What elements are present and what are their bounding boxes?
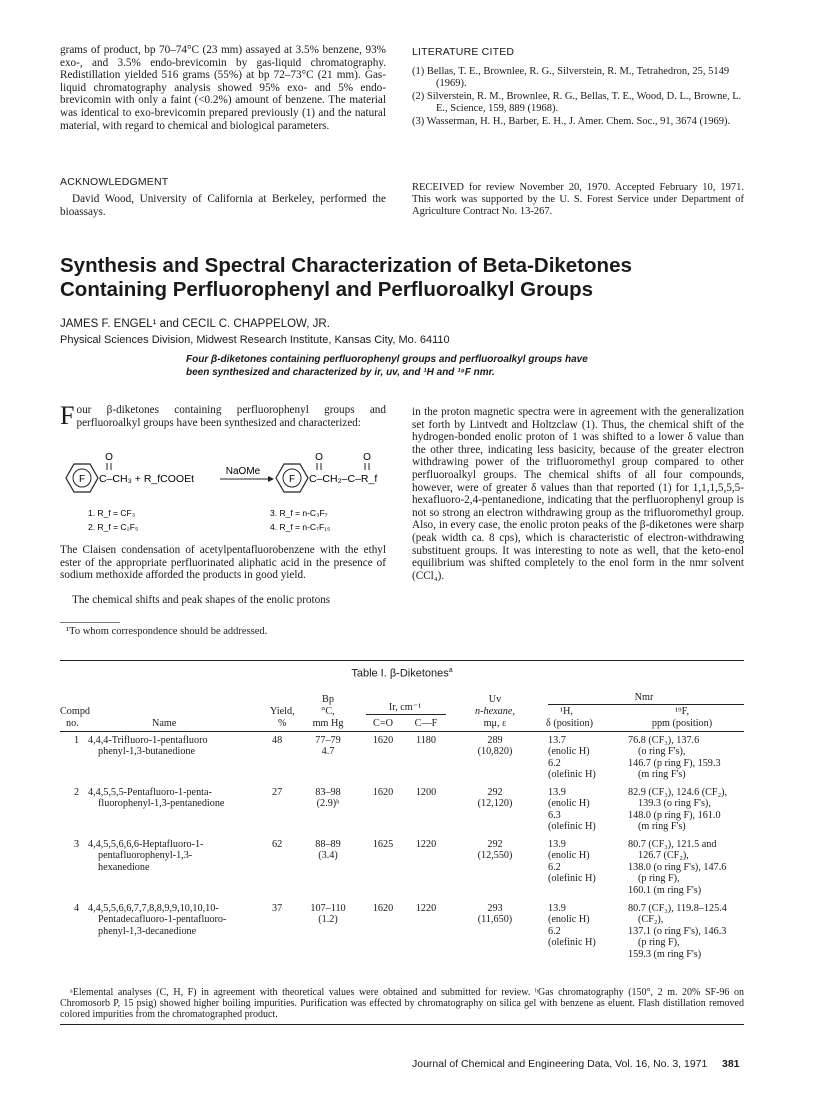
footnote-rule xyxy=(60,622,120,625)
reagent-label: NaOMe xyxy=(225,466,261,477)
carbonyl-o-label: O xyxy=(363,452,371,463)
compound-3-rf: 3. R_f = n-C₃F₇ xyxy=(270,508,328,518)
row-bp: 88–89 xyxy=(315,839,341,850)
row-f-line: 138.0 (o ring F's), 147.6 xyxy=(628,861,727,873)
product-formula: C–CH₂–C–R_f xyxy=(309,473,378,485)
row-ir-cf: 1220 xyxy=(415,839,437,850)
row-f-line: 139.3 (o ring F's), xyxy=(638,798,711,810)
row-h-shift: 13.7 xyxy=(548,735,566,746)
row-h-shift: 13.9 xyxy=(548,839,566,850)
row-name-line: 4,4,5,5,5-Pentafluoro-1-penta- xyxy=(88,787,212,798)
row-h-position: (enolic H) xyxy=(548,798,590,810)
header-no: no. xyxy=(66,718,79,729)
header-ir-rule xyxy=(366,714,446,715)
ring-label: F xyxy=(288,474,296,485)
row-yield: 37 xyxy=(272,903,283,914)
row-f-line: 80.7 (CF₃), 119.8–125.4 xyxy=(628,903,727,914)
row-f-line: 160.1 (m ring F's) xyxy=(628,884,702,896)
compound-1-rf: 1. R_f = CF₃ xyxy=(88,508,136,518)
row-name-line: pentafluorophenyl-1,3- xyxy=(98,850,193,862)
received-note: RECEIVED for review November 20, 1970. Accepted February 10, 1971. This work was supported by the U. S. Forest Service under Department of Agriculture Contract No. 13-267. xyxy=(412,182,744,217)
header-ir-co: C=O xyxy=(373,718,393,729)
row-f-line: 159.3 (m ring F's) xyxy=(628,948,702,960)
header-yield-unit: % xyxy=(278,718,287,729)
row-ir-co: 1620 xyxy=(372,903,394,914)
header-19f: ¹⁹F, xyxy=(674,706,689,717)
arrow-head-icon xyxy=(268,476,274,482)
row-h-shift: 6.3 xyxy=(548,809,561,821)
table-header-rule xyxy=(60,731,744,732)
row-h-position: (olefinic H) xyxy=(548,821,596,833)
row-f-line: (m ring F's) xyxy=(638,821,686,833)
row-name-line: 4,4,4-Trifluoro-1-pentafluoro xyxy=(88,735,208,746)
enolic-paragraph: The chemical shifts and peak shapes of the enolic protons xyxy=(72,594,331,606)
row-yield: 27 xyxy=(272,787,283,798)
table-caption-sup: a xyxy=(448,667,453,674)
row-f-line: (m ring F's) xyxy=(638,769,686,781)
acknowledgment-heading: ACKNOWLEDGMENT xyxy=(60,176,169,188)
row-h-shift: 13.9 xyxy=(548,903,566,914)
row-bp: 83–98 xyxy=(315,787,341,798)
literature-heading: LITERATURE CITED xyxy=(412,46,515,58)
carryover-paragraph: grams of product, bp 70–74°C (23 mm) assayed at 3.5% benzene, 93% exo-, and 3.5% endo-brevicomin by gas-liquid chromatography. Redistillation yielded 516 grams (55%) at bp 72–73°C (21 mm). Gas-liquid chromatography analysis showed 95% exo- and 5% endo-brevicomin with only a faint (<0.2%) amount of benzene. The material was identical to exo-brevicomin prepared previously (1) and the natural material, with regard to chemical and biological parameters. xyxy=(60,44,386,132)
carbonyl-o-label: O xyxy=(105,452,113,463)
abstract-line-1: Four β-diketones containing perfluorophenyl groups and perfluoroalkyl groups have xyxy=(186,354,588,365)
header-name: Name xyxy=(152,718,177,729)
carbonyl-o-label: O xyxy=(315,452,323,463)
affiliation: Physical Sciences Division, Midwest Research Institute, Kansas City, Mo. 64110 xyxy=(60,334,450,346)
row-uv: 292 xyxy=(487,839,503,850)
journal-citation: Journal of Chemical and Engineering Data, Vol. 16, No. 3, 1971 xyxy=(412,1058,708,1070)
row-h-position: (olefinic H) xyxy=(548,873,596,885)
reference-list xyxy=(412,66,744,130)
row-ir-co: 1620 xyxy=(372,787,394,798)
reaction-scheme xyxy=(60,452,390,538)
article-title-line-1: Synthesis and Spectral Characterization of Beta-Diketones xyxy=(60,254,632,277)
row-compd-no: 3 xyxy=(74,839,80,850)
header-uv: Uv xyxy=(488,694,502,705)
reference-item: (1) Bellas, T. E., Brownlee, R. G., Silverstein, R. M., Tetrahedron, 25, 5149 (1969). xyxy=(412,66,730,89)
row-f-line: (p ring F), xyxy=(638,873,680,885)
header-1h-position: δ (position) xyxy=(546,718,593,729)
row-yield: 62 xyxy=(272,839,283,850)
row-ir-cf: 1220 xyxy=(415,903,437,914)
reactant-formula: C–CH₃ + R_fCOOEt xyxy=(99,473,195,485)
article-title-line-2: Containing Perfluorophenyl and Perfluoroalkyl Groups xyxy=(60,278,594,301)
reference-item: (2) Silverstein, R. M., Brownlee, R. G., Bellas, T. E., Wood, D. L., Browne, L. E., Science, 159, 889 (1968). xyxy=(412,91,742,114)
results-paragraph: in the proton magnetic spectra were in agreement with the generalization set forth by Lintvedt and Holtzclaw (1). Thus, the chemical shift of the hydrogen-bonded enolic proton of 1 was shifted to a lower δ value than the other three, indicating less basicity, because of the greater electron withdrawing power of the trifluoromethyl group compared to other perfluoroalkyl groups. The chemical shifts of all four compounds, however, were of greater δ values than that reported (1) for 1,1,1,5,5,5-hexafluoro-2,4-pentanedione, indicating that the perfluorophenyl group is not so strong an electron withdrawing group as the trifluoromethyl group. Also, in every case, the enolic proton peaks of the β-diketones were sharp (peak width ca. 8 cps), which is characteristic of electron-withdrawing substituent groups. It was interesting to note as well, that the keto-enol equilibrium was shifted completely to the enol form in the nmr solvent (CCl₄). xyxy=(412,406,744,582)
compound-2-rf: 2. R_f = C₂F₅ xyxy=(88,522,139,532)
header-19f-position: ppm (position) xyxy=(651,718,713,729)
row-h-position: (olefinic H) xyxy=(548,769,596,781)
table-header xyxy=(60,684,744,732)
row-ir-cf: 1180 xyxy=(416,735,436,746)
header-uv-units: mμ, ε xyxy=(483,718,507,729)
intro-paragraph xyxy=(60,401,386,430)
row-h-position: (enolic H) xyxy=(548,914,590,926)
row-uv: 293 xyxy=(487,903,503,914)
table-caption xyxy=(60,667,744,680)
row-uv-epsilon: (10,820) xyxy=(477,746,513,758)
header-bp-unit: °C, xyxy=(321,706,335,717)
row-f-line: 76.8 (CF₃), 137.6 xyxy=(628,735,700,746)
row-h-shift: 6.2 xyxy=(548,925,561,937)
row-uv-epsilon: (12,550) xyxy=(477,850,513,862)
row-bp-pressure: (1.2) xyxy=(318,914,338,926)
row-h-shift: 6.2 xyxy=(548,861,561,873)
ring-label: F xyxy=(78,474,86,485)
header-bp-pressure: mm Hg xyxy=(312,718,344,729)
row-f-line: 148.0 (p ring F), 161.0 xyxy=(628,809,721,821)
row-h-shift: 6.2 xyxy=(548,757,561,769)
row-h-position: (olefinic H) xyxy=(548,937,596,949)
row-name-line: hexanedione xyxy=(98,861,150,873)
row-ir-cf: 1200 xyxy=(415,787,437,798)
header-compd: Compd xyxy=(60,706,91,717)
row-name-line: 4,4,5,5,6,6,6-Heptafluoro-1- xyxy=(88,839,204,850)
row-uv-epsilon: (11,650) xyxy=(477,914,513,926)
header-bp: Bp xyxy=(322,694,334,705)
table-top-rule xyxy=(60,660,744,661)
row-name-line: 4,4,5,5,6,6,7,7,8,8,9,9,10,10,10- xyxy=(88,903,219,914)
acknowledgment-text: David Wood, University of California at Berkeley, performed the bioassays. xyxy=(60,193,386,218)
row-bp: 77–79 xyxy=(315,735,341,746)
row-name-line: fluorophenyl-1,3-pentanedione xyxy=(98,798,225,810)
abstract xyxy=(186,353,706,379)
row-ir-co: 1620 xyxy=(372,735,394,746)
row-compd-no: 1 xyxy=(74,735,80,746)
row-f-line: 146.7 (p ring F), 159.3 xyxy=(628,757,721,769)
row-f-line: 80.7 (CF₃), 121.5 and xyxy=(628,839,717,850)
abstract-line-2: been synthesized and characterized by ir, uv, and ¹H and ¹⁹F nmr. xyxy=(186,367,495,378)
row-bp-pressure: (3.4) xyxy=(318,850,338,862)
page-number: 381 xyxy=(722,1058,740,1070)
table-footnote: ᵃElemental analyses (C, H, F) in agreement with theoretical values were obtained and submitted for review. ᵇGas chromatography (150°, 2 m. 20% SF-96 on Chromosorb P, 15 psig) showed higher boiling impurities. Purification was effected by chromatography on silica gel with benzene as eluent. Flash distillation removed colored impurities from the chromatographed product. xyxy=(60,987,744,1021)
reference-item: (3) Wasserman, H. H., Barber, E. H., J. Amer. Chem. Soc., 91, 3674 (1969). xyxy=(412,116,731,128)
claisen-paragraph: The Claisen condensation of acetylpentafluorobenzene with the ethyl ester of the appropriate perfluorinated aliphatic acid in the presence of sodium methoxide afforded the products in good yield. xyxy=(60,544,386,582)
header-1h: ¹H, xyxy=(560,706,573,717)
correspondence-footnote: ¹To whom correspondence should be addressed. xyxy=(66,626,268,637)
header-ir-cf: C—F xyxy=(414,718,438,729)
row-name-line: phenyl-1,3-decanedione xyxy=(98,925,197,937)
table-bottom-rule xyxy=(60,1024,744,1025)
row-ir-co: 1625 xyxy=(372,839,394,850)
row-uv-epsilon: (12,120) xyxy=(477,798,513,810)
row-compd-no: 2 xyxy=(74,787,80,798)
drop-cap: F xyxy=(60,401,75,430)
row-h-position: (enolic H) xyxy=(548,850,590,862)
row-name-line: Pentadecafluoro-1-pentafluoro- xyxy=(98,914,227,926)
header-ir: Ir, cm⁻¹ xyxy=(388,702,422,713)
row-uv: 289 xyxy=(487,735,503,746)
authors: JAMES F. ENGEL¹ and CECIL C. CHAPPELOW, JR. xyxy=(60,318,330,330)
row-bp: 107–110 xyxy=(310,903,346,914)
row-yield: 48 xyxy=(272,735,283,746)
row-f-line: 137.1 (o ring F's), 146.3 xyxy=(628,925,727,937)
row-f-line: (o ring F's), xyxy=(638,746,686,758)
row-f-line: (p ring F), xyxy=(638,937,680,949)
row-name-line: phenyl-1,3-butanedione xyxy=(98,746,196,758)
row-f-line: 126.7 (CF₂), xyxy=(638,850,689,862)
row-bp-pressure: 4.7 xyxy=(321,746,335,758)
row-f-line: (CF₂), xyxy=(638,914,664,926)
row-bp-pressure: (2.9)ᵇ xyxy=(316,798,340,810)
compound-4-rf: 4. R_f = n-C₇F₁₅ xyxy=(270,522,331,532)
row-h-position: (enolic H) xyxy=(548,746,590,758)
header-nmr: Nmr xyxy=(634,692,654,703)
table-row xyxy=(60,903,744,973)
header-nmr-rule xyxy=(548,704,744,705)
table-caption-text: Table I. β-Diketones xyxy=(351,667,449,680)
row-h-shift: 13.9 xyxy=(548,787,566,798)
intro-text: our β-diketones containing perfluorophenyl groups and perfluoroalkyl groups have been synthesized and characterized: xyxy=(76,404,386,429)
row-compd-no: 4 xyxy=(74,903,80,914)
row-f-line: 82.9 (CF₃), 124.6 (CF₂), xyxy=(628,787,728,798)
row-uv: 292 xyxy=(487,787,503,798)
header-yield: Yield, xyxy=(270,706,295,717)
header-uv-solvent: n-hexane, xyxy=(475,706,515,717)
